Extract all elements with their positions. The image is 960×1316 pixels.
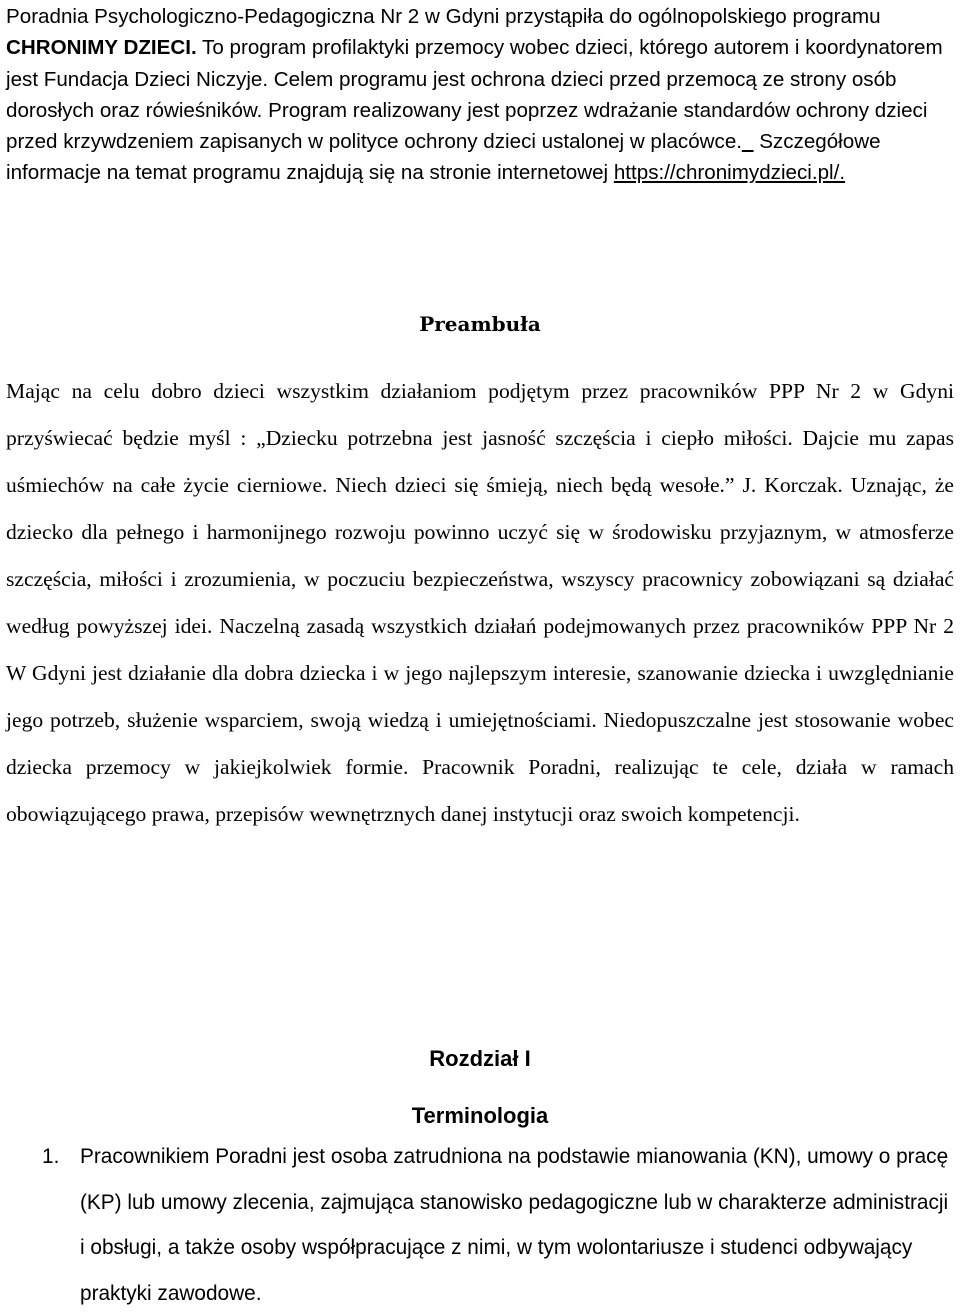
program-name: CHRONIMY DZIECI.: [6, 36, 197, 60]
preamble-paragraph: Mając na celu dobro dzieci wszystkim działaniom podjętym przez pracowników PPP Nr 2 w Gdyni przyświecać będzie myśl : „Dziecku potrzebna jest jasność szczęścia i ciepło miłości. Dajcie mu zapas uśmiechów na całe życie cierniowe. Niech dzieci się śmieją, niech będą wesołe.” J. Korczak. Uznając, że dziecko dla pełnego i harmonijnego rozwoju powinno uczyć się w środowisku przyjaznym, w atmosferze szczęścia, miłości i zrozumienia, w poczuciu bezpieczeństwa, wszyscy pracownicy zobowiązani są działać według powyższej idei. Naczelną zasadą wszystkich działań podejmowanych przez pracowników PPP Nr 2 W Gdyni jest działanie dla dobra dziecka i w jego najlepszym interesie, szanowanie dziecka i uwzględnianie jego potrzeb, służenie wsparciem, swoją wiedzą i umiejętnościami. Niedopuszczalne jest stosowanie wobec dziecka przemocy w jakiejkolwiek formie. Pracownik Poradni, realizując te cele, działa w ramach obowiązującego prawa, przepisów wewnętrznych danej instytucji oraz swoich kompetencji.: [6, 379, 954, 826]
intro-underscore: _: [742, 130, 754, 154]
preamble-heading: Preambuła: [419, 312, 541, 336]
list-item-text: Pracownikiem Poradni jest osoba zatrudniona na podstawie mianowania (KN), umowy o pracę (KP) lub umowy zlecenia, zajmująca stanowisko pedagogiczne lub w charakterze administracji i obsługi, a także osoby współpracujące z nimi, w tym wolontariusze i studenci odbywający praktyki zawodowe.: [80, 1145, 949, 1305]
list-item: [6, 1134, 954, 1316]
chapter-subheading: Terminologia: [411, 1103, 549, 1128]
intro-text-start: Poradnia Psychologiczno-Pedagogiczna Nr 2 w Gdyni przystąpiła do ogólnopolskiego programu: [6, 5, 881, 28]
intro-details-text: Szczegółowe informacje na temat programu znajdują się na stronie internetowej: [6, 130, 881, 185]
intro-paragraph: [6, 1, 954, 189]
intro-text-body: To program profilaktyki przemocy wobec dzieci, którego autorem i koordynatorem jest Fundacja Dzieci Niczyje. Celem programu jest ochrona dzieci przed przemocą ze strony osób dorosłych oraz rówieśników. Program realizowany jest poprzez wdrażanie standardów ochrony dzieci przed krzywdzeniem zapisanych w polityce ochrony dzieci ustalonej w placówce.: [6, 36, 943, 154]
terminology-list: [6, 1134, 954, 1316]
list-item-number: 1.: [42, 1145, 60, 1168]
website-link[interactable]: https://chronimydzieci.pl/.: [613, 161, 846, 185]
chapter-heading: Rozdział I: [429, 1046, 531, 1071]
